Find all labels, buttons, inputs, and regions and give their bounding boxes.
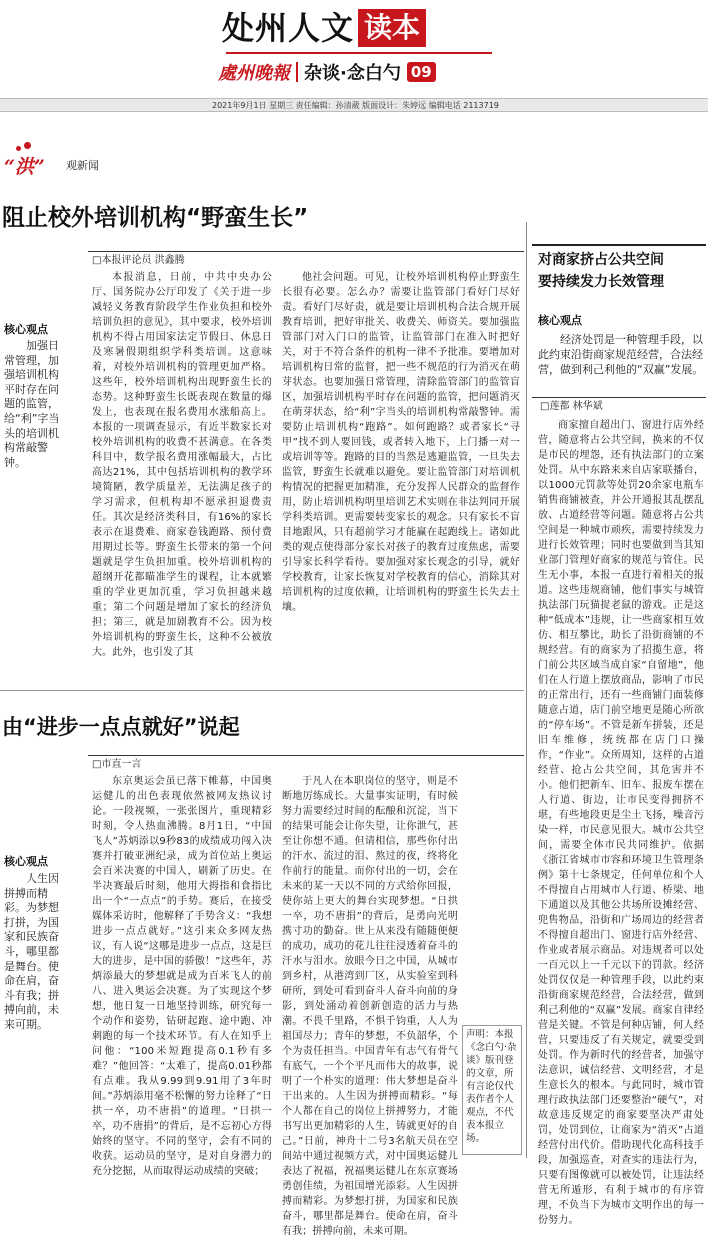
article1-col1: 本报消息，日前，中共中央办公厅、国务院办公厅印发了《关于进一步减轻义务教育阶段学生作业负担和校外培训负担的意见》，其中要求，校外培训机构不得占用国家法定节假日、休息日及寒暑假期组织学科类培训。这意味着，对校外培训机构的管理更加严格。这些年，校外培训机构出现野蛮生长的态势。这种野蛮生长既表现在数量的爆发上，也表现在报名费用水涨船高上。本报的一项调查显示，有近半数家长对校外培训机构的收费不甚满意。在各类科目中，数学报名费用涨幅最大，占比高达21%，其中包括培训机构的教学环境简陋，教学质量差，无法满足孩子的学习需求，但机构却不愿承担退费责任。其次是经济类科目，有16%的家长表示在退费难、商家卷钱跑路、预付费用期过长等。野蛮生长带来的第一个问题就是学生负担加重。校外培训机构的超纲开花都瞄准学生的课程，让本就繁重的学业更加沉重，学习负担越来越重；第二个问题是增加了家长的经济负担；第三，就是加剧教育不公。因为校外培训机构的野蛮生长，这种不公被放大。此外，也引发了其 xyxy=(92,272,272,658)
article1-core-title: 核心观点 xyxy=(4,323,48,336)
paper-name: 處州晚報 xyxy=(218,63,290,84)
logo-label: 观新闻 xyxy=(66,159,99,172)
article3-rule xyxy=(532,397,706,398)
declaration-text: 声明：本报《念白勺·杂谈》版刊登的文章，所有言论仅代表作者个人观点，不代表本报立场。 xyxy=(466,1029,517,1144)
masthead-rule xyxy=(226,52,492,54)
masthead-subline xyxy=(218,58,436,86)
column-divider xyxy=(526,222,527,1158)
article1-col2: 他社会问题。可见，让校外培训机构停止野蛮生长很有必要。怎么办？需要让监管部门看好门尽好责。看好门尽好责，就是要让培训机构合法合规开展教育培训，把好审批关、收费关、师资关。要加强监管部门对入门口的监管，让监管部门在准入时把好关，对于不符合条件的机构一律不予批准。要增加对培训机构日常的监督，把一些不规范的行为消灭在萌芽状态。也要加强日常管理，清除监管部门的监管盲区，加强培训机构平时存在问题的监管，把问题消灭在萌芽状态，给“利”字当头的培训机构常敲警钟。需要防止培训机构“跑路”。如何跑路？或者家长“寻甲”找不到人要回钱，或者转入地下，上门播一对一或培训等等。跑路的目的当然是逃避监管，一旦失去监管，野蛮生长就难以避免。要让监管部门对培训机构情况的把握更加精准，充分发挥人民群众的监督作用，防止培训机构明里培训艺术实则在非法判同开展学科类培训。更需要转变家长的观念。只有家长不盲目地跟风，只有超前学习才能赢在起跑线上。诸如此类的观点使得部分家长对孩子的教育过度焦虑，需要引导家长科学看待。要加强对家长观念的引导，就好学校教育，让家长恢复对学校教育的信心，消除其对培训机构的过度依赖，让培训机构的野蛮生长失去土壤。 xyxy=(282,272,520,613)
masthead xyxy=(0,0,708,98)
logo-dot-2 xyxy=(24,142,31,149)
article3-top-rule xyxy=(532,244,706,246)
masthead-title xyxy=(222,8,426,48)
article2-col1: 东京奥运会虽已落下帷幕，中国奥运健儿的出色表现依然被网友热议讨论。一段视频，一张张图片，重现精彩时刻，令人热血沸腾。8月1日，“中国飞人”苏炳添以9秒83的成绩成功闯入决赛并打破亚洲纪录，成为首位站上奥运会百米决赛的中国人，刷新了历史。在半决赛最后时刻，他用大拇指和食指比出一个“一点点”的手势。赛后，在接受媒体采访时，他解释了手势含义：“我想进步一点点就好。”这引来众多网友热议，有人说“这哪是进步一点点，这是巨大的进步，是中国的骄傲！”这些年，苏炳添最大的梦想就是成为百米飞人的前八、进入奥运会决赛。为了实现这个梦想，他日复一日地坚持训练，研究每一个动作和姿势，钻研起跑、途中跑、冲刺跑的每一个技术环节。有人在知乎上问他：“100米短跑提高0.1秒有多难？”他回答：“太难了，提高0.01秒都有点难。我从9.99到9.91用了3年时间。”苏炳添用毫不松懈的努力诠释了“日拱一卒，功不唐捐”的道理。“日拱一卒，功不唐捐”的背后，是不忘初心方得始终的坚守。不同的坚守，会有不同的收获。运动员的坚守，是对自身潜力的充分挖掘，从而取得运动成绩的突破； xyxy=(92,776,272,1177)
article2-core-title: 核心观点 xyxy=(4,855,48,868)
article2-col2: 于凡人在本职岗位的坚守，则是不断地厉练成长。大量事实证明，有时候努力需要经过时间的酝酿和沉淀，当下的结果可能会让你失望，让你泄气，甚至让你想不通。但请相信，那些你付出的汗水、流过的泪、熬过的夜，终将化作前行的能量。而你付出的一切，会在未来的某一天以不同的方式给你回报，使你站上更大的舞台实现梦想。“日拱一卒，功不唐捐”的背后，是勇向光明携寸功的勤奋。世上从来没有随随便便的成功，成功的花儿往往浸透着奋斗的汗水与泪水。放眼今日之中国，从城市到乡村，从港湾到厂区，从实验室到科研所，到处可看到奋斗人奋斗向前的身影，到处涌动着创新创造的活力与热潮。不畏千里路，不惧千钧重，人人为祖国尽力；青年的梦想，不负韶华，个个为责任担当。中国青年有志气有骨气有底气，一个个平凡而伟大的故事，说明了一个朴实的道理：伟大梦想是奋斗干出来的。人生因为拼搏而精彩。“每个人都在自己的岗位上拼搏努力，才能书写出更加精彩的人生，铸就更好的自己。”日前，神舟十二号3名航天员在空间站中通过视频方式，对中国奥运健儿表达了祝福，祝福奥运健儿在东京赛场勇创佳绩，为祖国增光添彩。人生因拼搏而精彩。为梦想打拼，为国家和民族奋斗，哪里都是舞台。使命在肩，奋斗有我；拼搏向前，未来可期。 xyxy=(282,776,458,1237)
article3-body: 商家擅自超出门、窗进行店外经营，随意将占公共空间，换来的不仅是市民的埋怨，还有执法部门的立案处罚。从中东路来来自店家联播台，以1000元罚款等处罚20余家电瓶车销售商铺被查，并公开通报其乱摆乱放、占道经营等问题。随意将占公共空间是一种城市顽疾，需要持续发力进行长效管理；同时也要做到当其知业部门管理好商家的规范与管住。民生无小事，本报一直进行着相关的报道。这些违规商铺，他们事实与城管执法部门玩猫捉老鼠的游戏。正是这种“低成本”违规，让一些商家相互效仿、相互攀比，助长了沿街商铺的不规经营。有的商家为了招揽生意，将门前公共区域当成自家“自留地”，他们在人行道上摆放商品，影响了市民的正常出行，还有一些商铺门面装修随意占道，店门前空地更是随心所欲的“停车场”。不管是新车拼装，还是旧车维修，统统都在店门口操作，“作业”。众所周知，这样的占道经营、抢占公共空间，其危害并不小。他们把新车、旧车、报废车摆在人行道、街边，让市民变得拥挤不堪，有些地段更是尘土飞扬，噪音污染一样，市民意见很大。城市公共空间，需要全体市民共同维护。依据《浙江省城市市容和环境卫生管理条例》第十七条规定，任何单位和个人不得擅自占用城市人行道、桥梁、地下通道以及其他公共场所设摊经营、兜售物品，沿街和广场周边的经营者不得擅自超出门、窗进行店外经营、作业或者展示商品。对违规者可以处一百元以上一千元以下的罚款。经济处罚仅仅是一种管理手段，以此约束沿街商家规范经营，合法经营，做到利己利他的“双赢”发展。商家自律经营是关键。不管是何种店铺，何人经营，只要违反了有关规定，就要受到处罚。作为新时代的经营者，加强守法意识，诚信经营、文明经营，才是生意长久的根本。与此同时，城市管理行政执法部门还要整治“硬气”，对故意违反规定的商家要坚决严肃处罚，处罚到位，让商家为“消灭”占道经营付出代价。借助现代化高科技手段，加强巡查，对查实的违法行为，只要有图像就可以被处罚，让违法经营无所遁形，有利于城市的有序管理，不负当下为城市文明作出的每一份努力。 xyxy=(538,420,704,1226)
section-name: 杂谈·念白勺 xyxy=(304,63,401,84)
page-number: 09 xyxy=(407,62,436,82)
section-separator xyxy=(0,690,524,691)
masthead-title-black: 处州人文 xyxy=(222,9,355,47)
dateline-bar xyxy=(0,98,708,112)
article3-headline-2: 要持续发力长效管理 xyxy=(538,274,664,290)
logo-dot-1 xyxy=(16,146,21,151)
logo-quote: “洪” xyxy=(4,156,45,178)
article2-headline: 由“进步一点点就好”说起 xyxy=(2,715,240,739)
article3-headline-1: 对商家挤占公共空间 xyxy=(538,252,664,268)
article1-byline: □本报评论员 洪鑫腾 xyxy=(92,255,185,266)
article1-core-text: 加强日常管理，加强培训机构平时存在问题的监管，给“利”字当头的培训机构常敲警钟。 xyxy=(4,339,60,469)
article1-headline: 阻止校外培训机构“野蛮生长” xyxy=(2,205,309,231)
declaration-box xyxy=(462,1025,522,1155)
column-logo xyxy=(4,140,124,184)
article3-core-title: 核心观点 xyxy=(538,314,582,327)
article1-rule xyxy=(88,251,524,252)
article3-byline: □莲都 林华斌 xyxy=(540,401,603,412)
masthead-title-red: 读本 xyxy=(358,9,426,47)
article3-core-text: 经济处罚是一种管理手段，以此约束沿街商家规范经营，合法经营，做到利己利他的“双赢”发展。 xyxy=(538,333,704,376)
article2-byline: □市直一言 xyxy=(92,759,142,770)
masthead-divider xyxy=(296,62,298,82)
article2-rule xyxy=(88,755,524,756)
dateline: 2021年9月1日 星期三 责任编辑：孙清葳 版面设计：朱婷远 编辑电话 2113719 xyxy=(212,101,499,110)
article2-core-text: 人生因拼搏而精彩。为梦想打拼，为国家和民族奋斗，哪里都是舞台。使命在肩，奋斗有我；拼搏向前，未来可期。 xyxy=(4,872,59,1031)
